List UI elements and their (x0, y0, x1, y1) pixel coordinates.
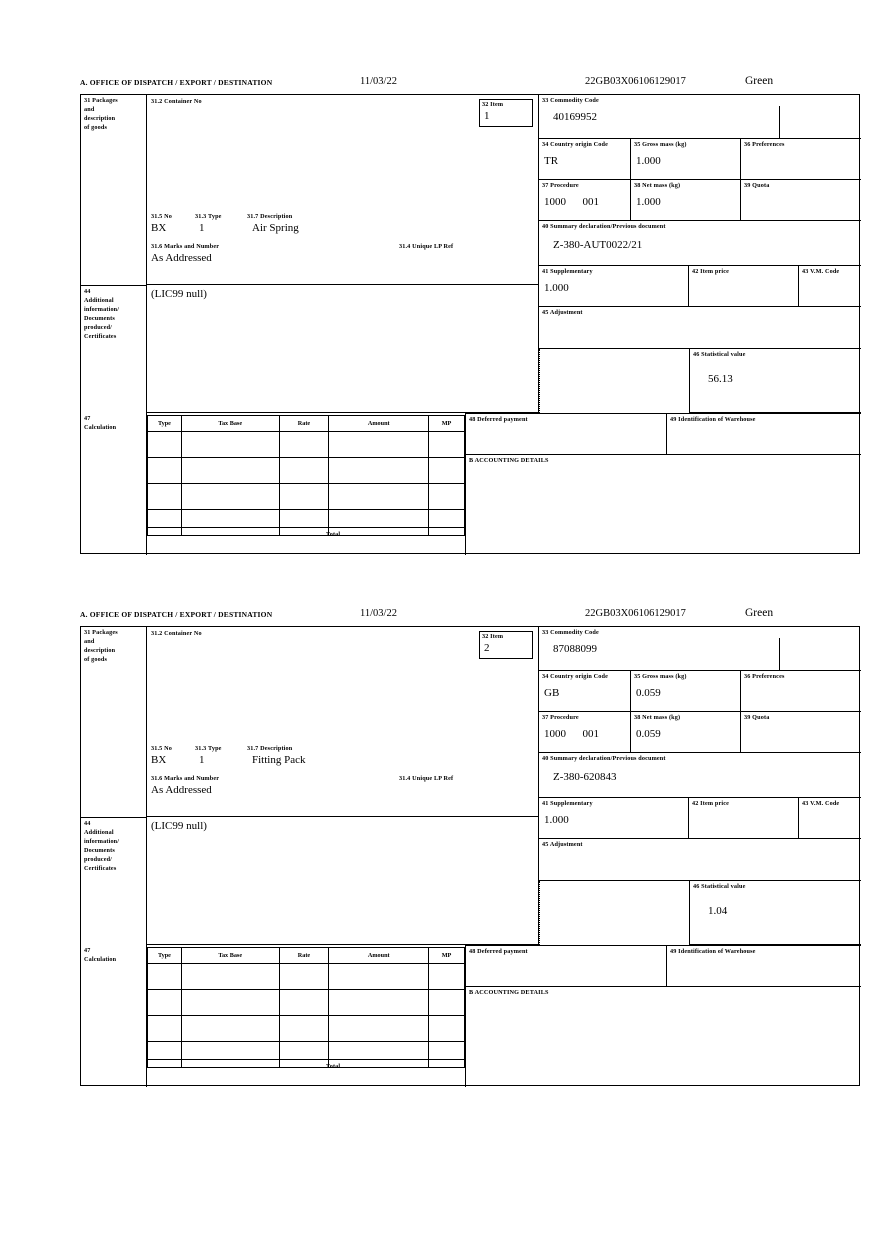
box-39-quota (741, 180, 861, 221)
box-47-label: 47 Calculation (84, 415, 117, 431)
box-35-gross-mass (631, 139, 741, 180)
cell-mp (429, 458, 465, 484)
box-38-value: 1.000 (636, 196, 661, 208)
cell-tax-base (181, 1042, 279, 1068)
box-32-label: 32 Item (482, 633, 504, 640)
column-header-type: Type (148, 416, 182, 432)
package-type-label: 31.3 Type (195, 745, 222, 752)
box-43-label: 43 V.M. Code (802, 800, 840, 807)
box-47-calculation-table (147, 415, 465, 536)
box-38-label: 38 Net mass (kg) (634, 714, 681, 721)
column-header-rate: Rate (279, 416, 329, 432)
box-35-label: 35 Gross mass (kg) (634, 673, 687, 680)
marks-and-number-label: 31.6 Marks and Number (151, 775, 220, 782)
cell-amount (329, 458, 429, 484)
table-row (148, 484, 465, 510)
cell-mp (429, 432, 465, 458)
box-37-value: 1000 001 (544, 196, 599, 208)
box-49-label: 49 Identification of Warehouse (670, 948, 756, 955)
box-48-deferred-payment (465, 413, 667, 455)
box-34-label: 34 Country origin Code (542, 141, 609, 148)
goods-description-label: 31.7 Description (247, 745, 293, 752)
cell-mp (429, 484, 465, 510)
cell-rate (279, 990, 329, 1016)
table-row (148, 1042, 465, 1068)
box-33-value: 40169952 (553, 111, 597, 123)
cell-mp (429, 990, 465, 1016)
cell-rate (279, 1042, 329, 1068)
box-41-value: 1.000 (544, 814, 569, 826)
cell-rate (279, 1016, 329, 1042)
package-no-label: 31.5 No (151, 745, 172, 752)
box-41-value: 1.000 (544, 282, 569, 294)
cell-type (148, 990, 182, 1016)
box-42-label: 42 Item price (692, 268, 729, 275)
declaration-date: 11/03/22 (360, 76, 397, 87)
box-33-divider (779, 638, 780, 671)
table-row (148, 1016, 465, 1042)
cell-rate (279, 510, 329, 536)
box-37-procedure (539, 712, 631, 753)
box-38-label: 38 Net mass (kg) (634, 182, 681, 189)
box-35-value: 1.000 (636, 155, 661, 167)
box-37-value: 1000 001 (544, 728, 599, 740)
package-no-value: BX (151, 754, 167, 766)
box-34-country-origin (539, 671, 631, 712)
box-32-label: 32 Item (482, 101, 504, 108)
box-48-label: 48 Deferred payment (469, 416, 528, 423)
box-40-value: Z-380-AUT0022/21 (553, 239, 643, 251)
cell-amount (329, 484, 429, 510)
cell-amount (329, 1042, 429, 1068)
box-38-value: 0.059 (636, 728, 661, 740)
box-36-preferences (741, 139, 861, 180)
box-35-value: 0.059 (636, 687, 661, 699)
box-41-supplementary (539, 798, 689, 839)
total-divider (147, 527, 465, 528)
box-32-value: 1 (484, 109, 490, 122)
box-47-label-cell (81, 413, 147, 555)
cell-tax-base (181, 432, 279, 458)
cell-amount (329, 964, 429, 990)
cell-amount (329, 990, 429, 1016)
box-48-deferred-payment (465, 945, 667, 987)
box-44-value: (LIC99 null) (151, 820, 207, 832)
column-header-type: Type (148, 948, 182, 964)
movement-reference-number: 22GB03X06106129017 (585, 608, 686, 619)
table-row (148, 990, 465, 1016)
box-40-previous-document (539, 753, 861, 798)
marks-and-number-value: As Addressed (151, 784, 212, 796)
box-40-value: Z-380-620843 (553, 771, 617, 783)
box-33-divider (779, 106, 780, 139)
package-type-label: 31.3 Type (195, 213, 222, 220)
box-34-country-origin (539, 139, 631, 180)
box-36-label: 36 Preferences (744, 141, 785, 148)
cell-rate (279, 458, 329, 484)
box-45-label: 45 Adjustment (542, 309, 583, 316)
cell-type (148, 1016, 182, 1042)
box-45-label: 45 Adjustment (542, 841, 583, 848)
column-header-mp: MP (429, 948, 465, 964)
column-header-mp: MP (429, 416, 465, 432)
cell-type (148, 432, 182, 458)
declaration-date: 11/03/22 (360, 608, 397, 619)
box-b-accounting-details (465, 987, 861, 1087)
box-44-content-cell (147, 285, 539, 413)
cell-mp (429, 1016, 465, 1042)
customs-declaration-form-2 (80, 607, 862, 1086)
cell-type (148, 1042, 182, 1068)
box-44-label: 44 Additional information/ Documents produced/ Certificates (84, 820, 120, 872)
goods-description-value: Fitting Pack (252, 754, 306, 766)
box-44-label-cell (81, 817, 147, 945)
unique-lp-ref-label: 31.4 Unique LP Ref (399, 243, 454, 250)
box-36-label: 36 Preferences (744, 673, 785, 680)
column-header-tax-base: Tax Base (181, 948, 279, 964)
box-b-label: B ACCOUNTING DETAILS (469, 457, 549, 464)
box-34-value: GB (544, 687, 560, 699)
package-no-label: 31.5 No (151, 213, 172, 220)
column-header-amount: Amount (329, 416, 429, 432)
box-47-total-label: Total (326, 1063, 341, 1070)
table-header-row (148, 416, 465, 432)
box-33-label: 33 Commodity Code (542, 629, 599, 636)
box-38-net-mass (631, 180, 741, 221)
box-31-label: 31 Packages and description of goods (84, 97, 118, 131)
box-31-label-cell (81, 627, 147, 817)
box-45-adjustment (539, 839, 861, 881)
cell-type (148, 484, 182, 510)
total-divider (147, 1059, 465, 1060)
box-40-previous-document (539, 221, 861, 266)
container-no-label: 31.2 Container No (151, 630, 202, 637)
box-b-accounting-details (465, 455, 861, 555)
office-of-dispatch-label: A. OFFICE OF DISPATCH / EXPORT / DESTINATION (80, 610, 273, 619)
cell-mp (429, 1042, 465, 1068)
box-47-total-label: Total (326, 531, 341, 538)
cell-amount (329, 432, 429, 458)
cell-tax-base (181, 964, 279, 990)
box-43-vm-code (799, 798, 861, 839)
box-36-preferences (741, 671, 861, 712)
box-33-label: 33 Commodity Code (542, 97, 599, 104)
box-40-label: 40 Summary declaration/Previous document (542, 755, 666, 762)
package-type-value: 1 (199, 222, 205, 234)
box-37-procedure (539, 180, 631, 221)
cell-amount (329, 510, 429, 536)
box-37-label: 37 Procedure (542, 182, 579, 189)
form-header (80, 75, 862, 94)
box-32-item (479, 99, 533, 127)
column-header-tax-base: Tax Base (181, 416, 279, 432)
box-47-calculation-table (147, 947, 465, 1068)
box-32-value: 2 (484, 641, 490, 654)
office-of-dispatch-label: A. OFFICE OF DISPATCH / EXPORT / DESTINATION (80, 78, 273, 87)
box-39-quota (741, 712, 861, 753)
box-34-label: 34 Country origin Code (542, 673, 609, 680)
box-33-value: 87088099 (553, 643, 597, 655)
table-row (148, 964, 465, 990)
box-48-label: 48 Deferred payment (469, 948, 528, 955)
cell-rate (279, 484, 329, 510)
box-32-item (479, 631, 533, 659)
box-38-net-mass (631, 712, 741, 753)
box-31-label: 31 Packages and description of goods (84, 629, 118, 663)
box-31-label-cell (81, 95, 147, 285)
box-33-commodity-code (539, 627, 861, 671)
box-40-label: 40 Summary declaration/Previous document (542, 223, 666, 230)
box-47-label: 47 Calculation (84, 947, 117, 963)
cell-mp (429, 964, 465, 990)
box-33-commodity-code (539, 95, 861, 139)
box-45-adjustment (539, 307, 861, 349)
box-37-label: 37 Procedure (542, 714, 579, 721)
table-row (148, 510, 465, 536)
marks-and-number-value: As Addressed (151, 252, 212, 264)
column-header-amount: Amount (329, 948, 429, 964)
box-43-label: 43 V.M. Code (802, 268, 840, 275)
form-body (80, 94, 860, 554)
box-39-label: 39 Quota (744, 714, 770, 721)
cell-tax-base (181, 990, 279, 1016)
box-49-label: 49 Identification of Warehouse (670, 416, 756, 423)
package-no-value: BX (151, 222, 167, 234)
box-44-content-cell (147, 817, 539, 945)
box-46-value: 1.04 (708, 905, 728, 917)
box-34-value: TR (544, 155, 559, 167)
box-46-left-blank (539, 881, 689, 945)
box-44-label-cell (81, 285, 147, 413)
customs-declaration-form-1 (80, 75, 862, 554)
cell-tax-base (181, 1016, 279, 1042)
box-41-label: 41 Supplementary (542, 800, 593, 807)
box-46-statistical-value (689, 349, 861, 413)
box-46-statistical-value (689, 881, 861, 945)
cell-rate (279, 964, 329, 990)
box-42-label: 42 Item price (692, 800, 729, 807)
column-header-rate: Rate (279, 948, 329, 964)
box-42-item-price (689, 798, 799, 839)
cell-amount (329, 1016, 429, 1042)
box-46-left-blank (539, 349, 689, 413)
package-type-value: 1 (199, 754, 205, 766)
box-47-label-cell (81, 945, 147, 1087)
box-43-vm-code (799, 266, 861, 307)
box-46-value: 56.13 (708, 373, 733, 385)
box-42-item-price (689, 266, 799, 307)
container-no-label: 31.2 Container No (151, 98, 202, 105)
form-header (80, 607, 862, 626)
unique-lp-ref-label: 31.4 Unique LP Ref (399, 775, 454, 782)
movement-reference-number: 22GB03X06106129017 (585, 76, 686, 87)
route-lane: Green (745, 75, 774, 87)
box-44-value: (LIC99 null) (151, 288, 207, 300)
table-row (148, 432, 465, 458)
cell-type (148, 458, 182, 484)
form-body (80, 626, 860, 1086)
box-35-label: 35 Gross mass (kg) (634, 141, 687, 148)
box-46-label: 46 Statistical value (693, 883, 746, 890)
goods-description-label: 31.7 Description (247, 213, 293, 220)
cell-mp (429, 510, 465, 536)
box-44-label: 44 Additional information/ Documents produced/ Certificates (84, 288, 120, 340)
box-49-warehouse-id (667, 413, 861, 455)
cell-tax-base (181, 510, 279, 536)
box-39-label: 39 Quota (744, 182, 770, 189)
box-49-warehouse-id (667, 945, 861, 987)
box-41-label: 41 Supplementary (542, 268, 593, 275)
route-lane: Green (745, 607, 774, 619)
box-46-label: 46 Statistical value (693, 351, 746, 358)
marks-and-number-label: 31.6 Marks and Number (151, 243, 220, 250)
box-35-gross-mass (631, 671, 741, 712)
goods-description-value: Air Spring (252, 222, 299, 234)
cell-type (148, 964, 182, 990)
cell-tax-base (181, 484, 279, 510)
box-41-supplementary (539, 266, 689, 307)
table-header-row (148, 948, 465, 964)
box-b-label: B ACCOUNTING DETAILS (469, 989, 549, 996)
cell-rate (279, 432, 329, 458)
table-row (148, 458, 465, 484)
cell-tax-base (181, 458, 279, 484)
cell-type (148, 510, 182, 536)
